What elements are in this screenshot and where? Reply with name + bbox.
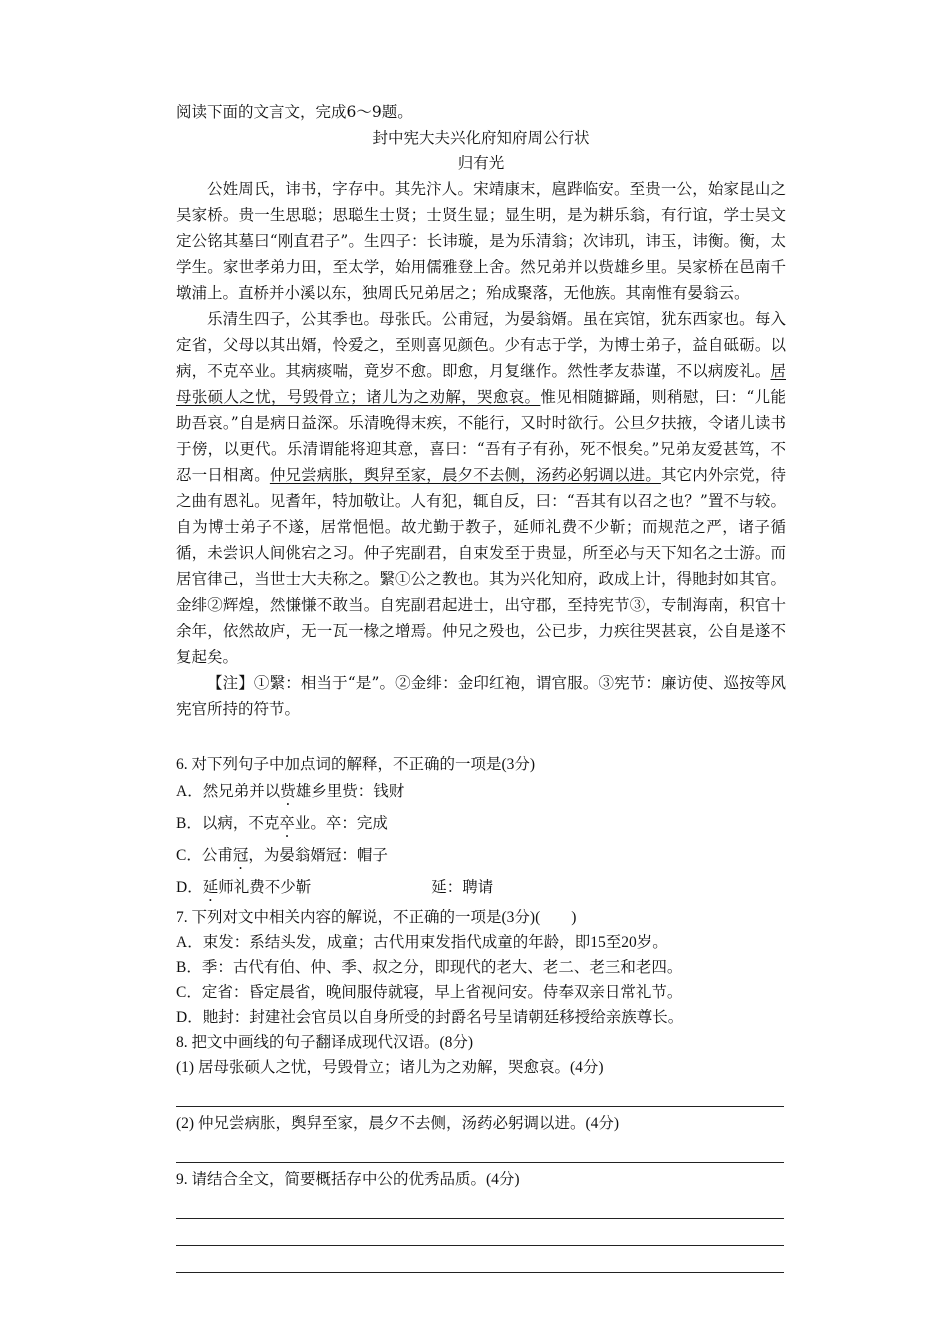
question-6-option-a bbox=[176, 777, 786, 809]
question-6-option-b bbox=[176, 809, 786, 841]
question-7-option-c: C．定省：昏定晨省，晚间服侍就寝，早上省视问安。侍奉双亲日常礼节。 bbox=[176, 984, 683, 1001]
question-9-stem: 9. 请结合全文，简要概括存中公的优秀品质。(4分) bbox=[176, 1171, 520, 1188]
question-6-stem: 6. 对下列句子中加点词的解释，不正确的一项是(3分) bbox=[176, 756, 536, 773]
answer-line[interactable] bbox=[176, 1219, 784, 1246]
passage-text: 乐清生四子，公其季也。母张氏。公甫冠，为晏翁婿。虽在宾馆，犹东西家也。每入定省，父母以其出婿，怜爱之，至则喜见颜色。少有志于学，为博士弟子，益自砥砺。以病，不克卒业。其病痰喘，竟岁不愈。即愈，月复继作。然性孝友恭谨，不以病废礼。 bbox=[176, 310, 786, 380]
dotted-word: 卒 bbox=[279, 815, 295, 832]
question-7-option-a: A．束发：系结头发，成童；古代用束发指代成童的年龄，即15至20岁。 bbox=[176, 934, 668, 951]
document-page bbox=[176, 98, 786, 1273]
passage-author: 归有光 bbox=[457, 154, 505, 172]
option-text: ，为晏翁婿冠：帽子 bbox=[248, 847, 388, 864]
option-text: 业。卒：完成 bbox=[294, 815, 388, 832]
underlined-sentence-2: 仲兄尝病胀，舆舁至家，晨夕不去侧，汤药必躬调以进。 bbox=[269, 466, 661, 484]
answer-line[interactable] bbox=[176, 1192, 784, 1219]
question-8-stem: 8. 把文中画线的句子翻译成现代汉语。(8分) bbox=[176, 1034, 474, 1051]
question-7-option-d: D．貤封：封建社会官员以自身所受的封爵名号呈请朝廷移授给亲族尊长。 bbox=[176, 1009, 684, 1026]
question-7-option-b: B．季：古代有伯、仲、季、叔之分，即现代的老大、老二、老三和老四。 bbox=[176, 959, 683, 976]
question-8-sentence-2: (2) 仲兄尝病胀，舆舁至家，晨夕不去侧，汤药必躬调以进。(4分) bbox=[176, 1115, 620, 1132]
question-6-option-d bbox=[176, 873, 786, 905]
dotted-word: 延 bbox=[202, 879, 219, 896]
answer-line[interactable] bbox=[176, 1246, 784, 1273]
option-text: A．然兄弟并以 bbox=[176, 783, 281, 800]
footnote: 【注】①繄：相当于“是”。②金绯：金印红袍，谓官服。③宪节：廉访使、巡按等风宪官所持的符节。 bbox=[176, 674, 786, 718]
dotted-word: 冠 bbox=[232, 847, 249, 864]
option-text: C．公甫 bbox=[176, 847, 233, 864]
question-7-stem: 7. 下列对文中相关内容的解说，不正确的一项是(3分)( ) bbox=[176, 909, 577, 926]
passage-title: 封中宪大夫兴化府知府周公行状 bbox=[372, 129, 590, 147]
option-gloss: 延：聘请 bbox=[431, 879, 494, 896]
option-text: B．以病，不克 bbox=[176, 815, 280, 832]
underlined-sentence-1: 居母张硕人之忧，号毁骨立；诸儿为之劝解，哭愈哀。 bbox=[176, 362, 786, 406]
passage-text: 其它内外宗党，待之曲有恩礼。见耆年，特加敬让。人有犯，辄自反，曰：“吾其有以召之也？”置不与较。自为博士弟子不遂，居常悒悒。故尤勤于教子，延师礼费不少靳；而规范之严，诸子循循，未尝识人间佻宕之习。仲子宪副君，自束发至于贵显，所至必与天下知名之士游。而居官律己，当世士大夫称之。繄①公之教也。其为兴化知府，政成上计，得貤封如其官。金绯②辉煌，然慊慊不敢当。自宪副君起进士，出守郡，至持宪节③，专制海南，积官十余年，依然故庐，无一瓦一椽之增焉。仲兄之殁也，公已步，力疾往哭甚哀，公自是遂不复起矣。 bbox=[176, 466, 786, 666]
option-text: D． bbox=[176, 879, 203, 896]
answer-line[interactable] bbox=[176, 1080, 784, 1107]
instruction-text: 阅读下面的文言文，完成6～9题。 bbox=[176, 103, 413, 121]
question-8-sentence-1: (1) 居母张硕人之忧，号毁骨立；诸儿为之劝解，哭愈哀。(4分) bbox=[176, 1059, 604, 1076]
option-text: 师礼费不少靳 bbox=[218, 879, 312, 896]
passage-text: 惟见相随擗踊，则稍慰，曰：“儿能助吾哀。”自是病日益深。乐清晚得末疾，不能行，又时时欲行。公旦夕扶掖，令诸儿读书于傍，以更代。乐清谓能将迎其意，喜曰：“吾有子有孙，死不恨矣。”兄弟友爱甚笃，不忍一日相离。 bbox=[176, 388, 786, 484]
passage-paragraph-1: 公姓周氏，讳书，字存中。其先汴人。宋靖康末，扈跸临安。至贵一公，始家昆山之吴家桥。贵一生思聪；思聪生士贤；士贤生显；显生明，是为耕乐翁，有行谊，学士吴文定公铭其墓曰“刚直君子”。生四子：长讳璇，是为乐清翁；次讳玑，讳玉，讳衡。衡，太学生。家世孝弟力田，至太学，始用儒雅登上舍。然兄弟并以赀雄乡里。吴家桥在邑南千墩浦上。直桥并小溪以东，独周氏兄弟居之；殆成聚落，无他族。其南惟有晏翁云。 bbox=[176, 180, 786, 302]
passage-paragraph-2 bbox=[176, 306, 786, 670]
question-6-option-c bbox=[176, 841, 786, 873]
dotted-word: 赀 bbox=[280, 783, 296, 800]
answer-line[interactable] bbox=[176, 1136, 784, 1163]
questions-section bbox=[176, 752, 786, 1273]
option-text: 雄乡里赀：钱财 bbox=[295, 783, 405, 800]
